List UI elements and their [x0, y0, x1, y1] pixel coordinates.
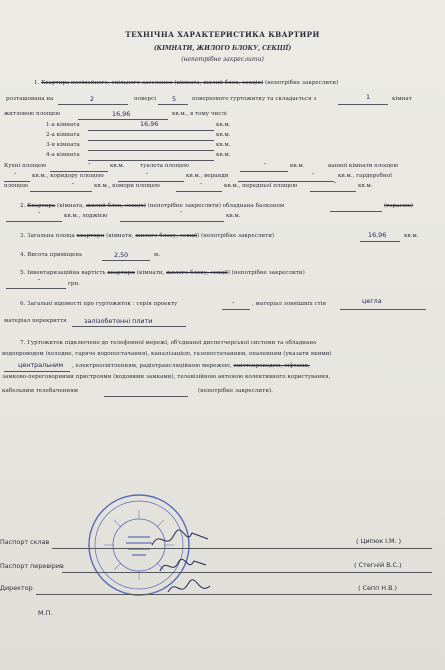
room-2-label: 2-а кімната: [46, 132, 80, 138]
utilities-line-1: 7. Гуртожиток підключено до телефонної мережі, об'єднаної диспетчерської системи та обладнано: [20, 340, 317, 346]
section-1-intro: 1. Квартира посімейного, спільного заселення (кімната, жилий блок, секція) (непотрібне закреслити): [34, 80, 339, 86]
room-3-unit: кв.м.: [216, 142, 231, 148]
toilet-unit: кв.м.: [290, 163, 305, 169]
floor-label: поверсі: [134, 96, 157, 102]
balcony-value: -: [38, 208, 41, 216]
walls-label: , матеріал зовнішніх стін: [252, 301, 327, 307]
cable-tv-label: кабельним телебаченням: [2, 388, 79, 394]
heating-value: центральним: [18, 361, 64, 369]
wardrobe-area-label: площею: [4, 183, 29, 189]
loggia-value: -: [180, 207, 183, 215]
wardrobe-label: кв.м., гардеробної: [338, 173, 392, 179]
toilet-label: туалета площею: [140, 163, 189, 169]
toilet-value: -: [264, 159, 267, 167]
corridor-label: кв.м., коридору площею: [32, 173, 104, 179]
document-subtitle: (КІМНАТИ, ЖИЛОГО БЛОКУ, СЕКЦІЇ): [153, 45, 292, 52]
walls-value: цегла: [362, 297, 382, 305]
storage-label: кв.м., комори площею: [94, 183, 160, 189]
room-1-label: 1-а кімната: [46, 122, 80, 128]
signature-director-label: Директор: [0, 584, 33, 592]
section-5: 5. Інвентаризаційна вартість квартири (кімнати, жилого блоку, секції) (непотрібне закреслити): [20, 270, 305, 276]
inventory-value: -: [38, 275, 41, 283]
loggia-unit: кв.м.: [226, 213, 241, 219]
hall-label: кв.м., передньої площею: [224, 183, 298, 189]
signature-checked-name: ( Стегній В.С.): [354, 561, 402, 569]
inventory-unit: грн.: [68, 281, 81, 287]
kitchen-label: Кухні площею: [4, 163, 47, 169]
kitchen-value: -: [88, 159, 91, 167]
bath-value: -: [14, 169, 17, 177]
floor-value: 2: [90, 95, 95, 103]
signature-checked-label: Паспорт перевірив: [0, 562, 64, 570]
total-area-value: 16,96: [368, 231, 387, 239]
signature-compiled-name: ( Ципюк І.М. ): [356, 537, 402, 545]
signature-3-scribble: [166, 578, 212, 600]
section-2: 2. Квартира (кімната, жилий блок, секція) (непотрібне закреслити) обладнана балконом: [20, 203, 285, 209]
height-value: 2,50: [114, 251, 129, 259]
utilities-line-4: замково-переговорними пристроями (кодовими замками), телевізійною антеною колективного користування,: [2, 374, 331, 380]
document-title: ТЕХНІЧНА ХАРАКТЕРИСТИКА КВАРТИРИ: [125, 30, 320, 39]
room-1-value: 16,96: [140, 120, 159, 128]
living-area-label: житловою площею: [4, 111, 61, 117]
room-1-unit: кв.м.: [216, 122, 231, 128]
project-series-label: 6. Загальні відомості про гуртожиток : серія проекту: [20, 301, 178, 307]
rooms-count-label: поверхового гуртожитку та складається з: [192, 96, 317, 102]
hall-unit: кв.м.: [358, 183, 373, 189]
room-4-label: 4-а кімната: [46, 152, 80, 158]
utilities-line-2: водопроводом (холодне, гаряче водопостачання), каналізацією, газопостачанням, опаленням (указати якими): [2, 351, 332, 357]
signature-compiled-label: Паспорт склав: [0, 538, 50, 546]
rooms-unit: кімнат: [392, 96, 412, 102]
wardrobe-value: -: [72, 179, 75, 187]
section-3: 3. Загальна площа квартири (кімнати, жилого блоку, секції) (непотрібне закреслити): [20, 233, 275, 239]
rooms-count-value: 1: [366, 93, 371, 101]
cable-tv-note: (непотрібне закреслити).: [198, 388, 273, 394]
ceiling-label: матеріал перекриття: [4, 318, 67, 324]
floors-total-value: 5: [172, 95, 177, 103]
seal-place-label: М.П.: [38, 609, 53, 617]
bath-label: ванної кімнати площею: [328, 163, 399, 169]
ceiling-value: залізобетонні плити: [84, 317, 153, 325]
document-note: (непотрібне закреслити): [181, 56, 264, 63]
veranda-label: кв.м., веранди: [186, 173, 229, 179]
storage-value: -: [200, 179, 203, 187]
utilities-line-3: , електроосвітленням, радіотрансляційною мережею, сміттєпроводом, ліфтами,: [72, 363, 310, 369]
signature-director-name: ( Сепп Н.В.): [358, 584, 398, 592]
height-unit: м.: [154, 252, 161, 258]
height-label: 4. Висота приміщень: [20, 252, 83, 258]
signature-2-scribble: [158, 555, 208, 577]
corridor-value: -: [146, 169, 149, 177]
veranda-value: -: [312, 169, 315, 177]
project-series-value: -: [232, 298, 235, 306]
hall-value: -: [334, 178, 337, 186]
room-4-unit: кв.м.: [216, 152, 231, 158]
section-1-location: розташована на: [6, 96, 54, 102]
room-3-label: 3-я кімната: [46, 142, 80, 148]
room-2-unit: кв.м.: [216, 132, 231, 138]
terrace-label: (терасою): [384, 203, 414, 209]
living-area-value: 16,96: [112, 110, 131, 118]
total-area-unit: кв.м.: [404, 233, 419, 239]
living-area-unit: кв.м., в тому числі: [172, 111, 227, 117]
kitchen-unit: кв.м.: [110, 163, 125, 169]
loggia-label: кв.м., лоджією: [64, 213, 108, 219]
